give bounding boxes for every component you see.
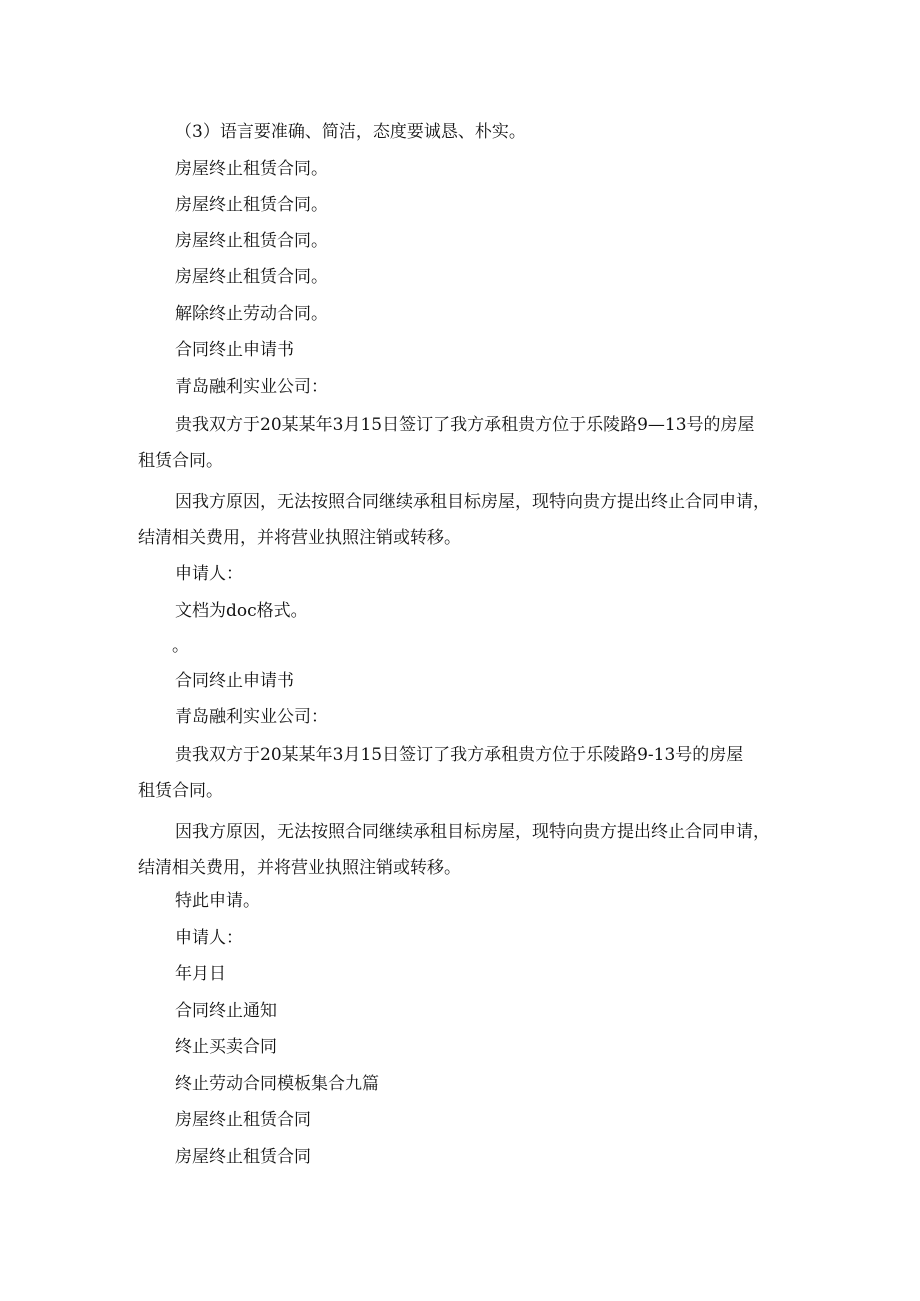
paragraph-line: 贵我双方于20某某年3月15日签订了我方承租贵方位于乐陵路9-13号的房屋 bbox=[175, 745, 744, 765]
paragraph-line: 解除终止劳动合同。 bbox=[175, 304, 328, 324]
related-title: 合同终止通知 bbox=[175, 1001, 277, 1021]
paragraph-line: 贵我双方于20某某年3月15日签订了我方承租贵方位于乐陵路9—13号的房屋 bbox=[175, 415, 755, 435]
paragraph-language-requirement: （3）语言要准确、简洁，态度要诚恳、朴实。 bbox=[175, 122, 526, 142]
paragraph-line: 租赁合同。 bbox=[138, 451, 223, 471]
related-title: 房屋终止租赁合同 bbox=[175, 1147, 311, 1167]
related-title: 终止劳动合同模板集合九篇 bbox=[175, 1074, 379, 1094]
applicant-line: 申请人： bbox=[175, 928, 243, 948]
paragraph-line: 房屋终止租赁合同。 bbox=[175, 195, 328, 215]
body-paragraph bbox=[138, 737, 743, 809]
recipient-line: 青岛融利实业公司： bbox=[175, 377, 328, 397]
paragraph-line: 房屋终止租赁合同。 bbox=[175, 159, 328, 179]
closing-line: 特此申请。 bbox=[175, 891, 260, 911]
date-line: 年月日 bbox=[175, 964, 226, 984]
body-paragraph bbox=[138, 407, 755, 479]
paragraph-line: 房屋终止租赁合同。 bbox=[175, 267, 328, 287]
paragraph-line: 结清相关费用，并将营业执照注销或转移。 bbox=[138, 528, 461, 548]
paragraph-line: 因我方原因，无法按照合同继续承租目标房屋，现特向贵方提出终止合同申请， bbox=[175, 822, 770, 842]
body-paragraph bbox=[138, 814, 770, 886]
format-note: 文档为doc格式。 bbox=[175, 601, 308, 621]
body-paragraph bbox=[138, 484, 770, 556]
recipient-line: 青岛融利实业公司： bbox=[175, 707, 328, 727]
related-title: 房屋终止租赁合同 bbox=[175, 1110, 311, 1130]
section-heading: 合同终止申请书 bbox=[175, 671, 294, 691]
paragraph-line: 房屋终止租赁合同。 bbox=[175, 231, 328, 251]
period-line: 。 bbox=[172, 636, 189, 656]
applicant-line: 申请人： bbox=[175, 564, 243, 584]
paragraph-line: 结清相关费用，并将营业执照注销或转移。 bbox=[138, 858, 461, 878]
related-title: 终止买卖合同 bbox=[175, 1037, 277, 1057]
section-heading: 合同终止申请书 bbox=[175, 340, 294, 360]
paragraph-line: 因我方原因，无法按照合同继续承租目标房屋，现特向贵方提出终止合同申请， bbox=[175, 492, 770, 512]
paragraph-line: 租赁合同。 bbox=[138, 781, 223, 801]
